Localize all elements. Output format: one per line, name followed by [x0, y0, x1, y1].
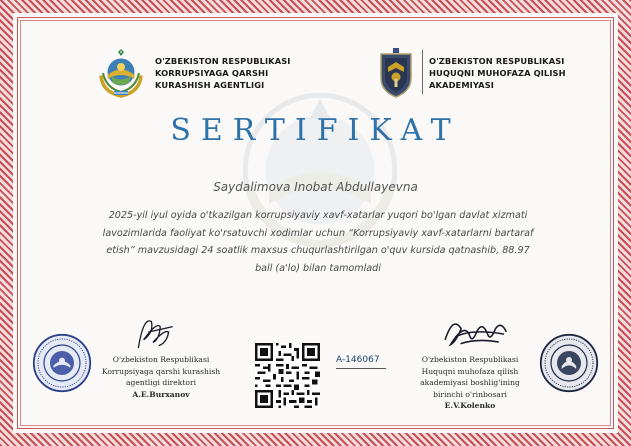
right-signature-icon: [440, 312, 514, 356]
left-org-line: O'ZBEKISTON RESPUBLIKASI: [155, 56, 291, 66]
qr-code-icon[interactable]: [255, 343, 320, 408]
right-org-line: O'ZBEKISTON RESPUBLIKASI: [429, 56, 565, 66]
right-signatory-title-line: Huquqni muhofaza qilish: [421, 366, 519, 376]
left-seal-icon: [32, 333, 92, 393]
right-signatory-title-line: O'zbekiston Respublikasi: [421, 355, 519, 364]
body-line: ball (a'lo) bilan tamomladi: [255, 262, 381, 274]
emblem-divider: [422, 50, 423, 94]
certificate-number-underline: [336, 368, 386, 373]
body-line: lavozimlarida faoliyat ko'rsatuvchi xodimlar uchun “Korrupsiyaviy xavf-xatarlarni bartaraf: [102, 227, 534, 239]
right-org-line: HUQUQNI MUHOFAZA QILISH: [429, 68, 566, 78]
left-signatory-block: [88, 354, 234, 400]
body-line: 2025-yil iyul oyida o'tkazilgan korrupsiyaviy xavf-xatarlar yuqori bo'lgan davlat xizmati: [108, 210, 528, 221]
right-signatory-title-line: akademiyasi boshlig'ining: [420, 378, 520, 387]
right-signatory-name: E.V.Kolenko: [444, 401, 496, 410]
certificate-title: SERTIFIKAT: [170, 113, 461, 148]
right-organization-name: [429, 55, 566, 91]
left-org-line: KORRUPSIYAGA QARSHI: [155, 68, 269, 78]
left-signatory-title-line: agentligi direktori: [125, 378, 197, 387]
body-line: etish” mavzusidagi 24 soatlik maxsus chuqurlashtirilgan o'quv kursida qatnashib, 88.97: [106, 245, 530, 256]
right-org-line: AKADEMIYASI: [429, 80, 494, 90]
right-seal-icon: [539, 333, 599, 393]
certificate-number: A-146067: [336, 355, 380, 365]
state-emblem-icon: [96, 48, 146, 98]
left-signature-icon: [128, 310, 180, 354]
right-signatory-block: [410, 354, 530, 412]
certificate-body: [58, 207, 578, 277]
left-organization-name: [155, 55, 291, 91]
left-signatory-title-line: O'zbekiston Respublikasi: [112, 355, 210, 364]
left-signatory-name: A.E.Burxanov: [132, 389, 190, 399]
left-org-line: KURASHISH AGENTLIGI: [155, 80, 265, 90]
right-signatory-title-line: birinchi o'rinbosari: [433, 389, 507, 399]
academy-emblem-icon: [378, 48, 414, 98]
recipient-name: Saydalimova Inobat Abdullayevna: [213, 180, 418, 194]
left-signatory-title-line: Korrupsiyaga qarshi kurashish: [101, 366, 221, 376]
